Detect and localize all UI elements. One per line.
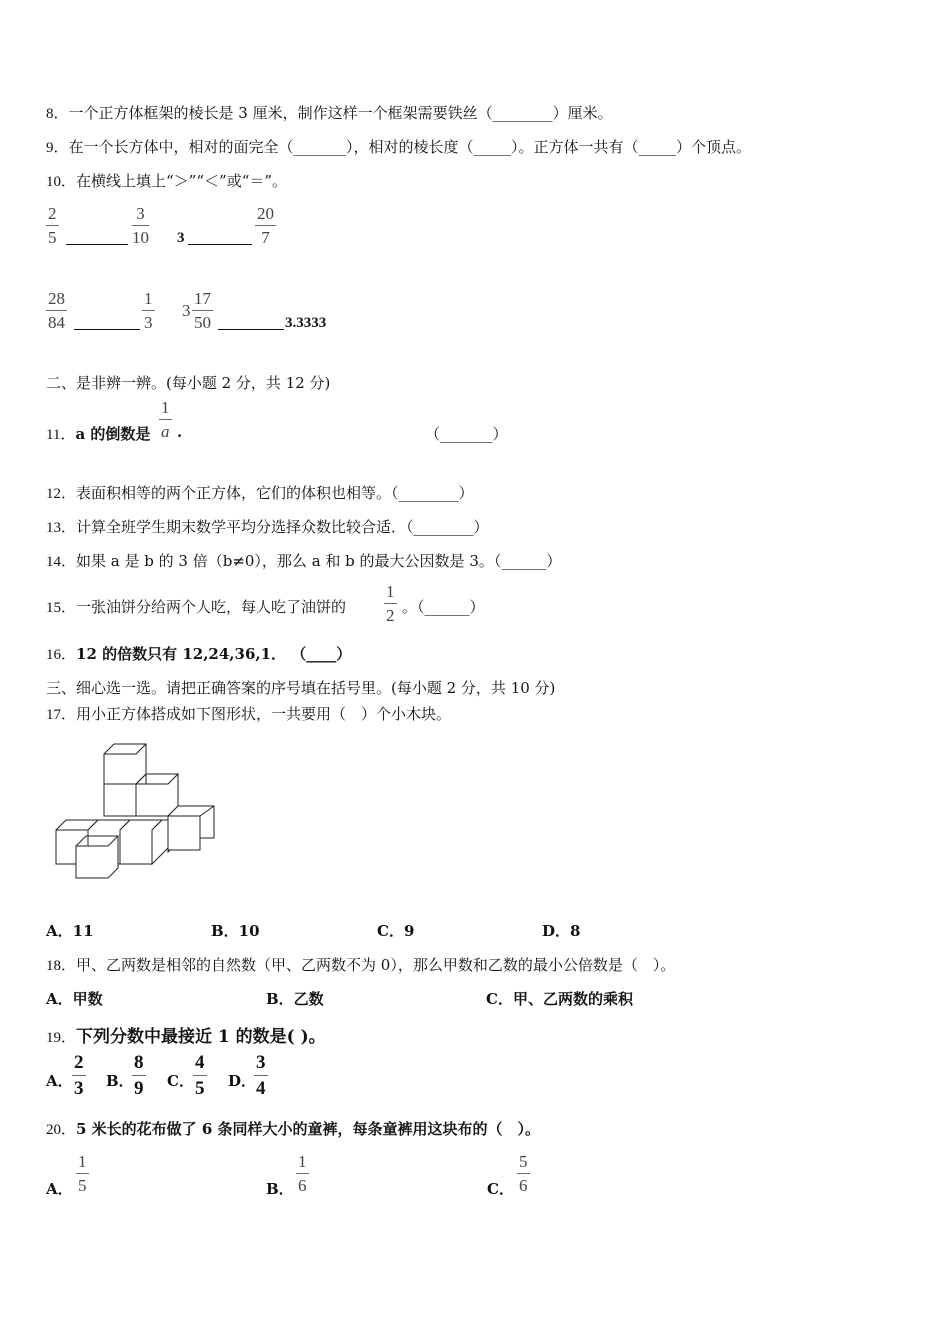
option-c-label[interactable]: C．: [167, 1072, 194, 1090]
option-d-label[interactable]: D．: [228, 1072, 257, 1090]
option-c[interactable]: C．9: [377, 922, 415, 940]
question-10: 10．在横线上填上“＞”“＜”或“＝”。: [46, 172, 288, 190]
option-a[interactable]: A．11: [46, 922, 94, 940]
answer-paren[interactable]: 。（______）: [402, 598, 485, 616]
period: .: [177, 423, 183, 441]
compare-blank[interactable]: [218, 328, 284, 330]
cube-stack-figure: [50, 740, 220, 885]
fraction: 28 84: [48, 289, 65, 332]
section-2-heading: 二、是非辨一辨。(每小题 2 分，共 12 分): [46, 374, 331, 392]
fraction: 4 5: [195, 1052, 205, 1099]
fraction: 8 9: [134, 1052, 144, 1099]
question-19: 19．下列分数中最接近 1 的数是( )。: [46, 1027, 326, 1047]
compare-blank[interactable]: [74, 328, 140, 330]
question-13: 13．计算全班学生期末数学平均分选择众数比较合适．（________）: [46, 518, 489, 536]
question-20: 20．5 米长的花布做了 6 条同样大小的童裤，每条童裤用这块布的（ ）。: [46, 1120, 541, 1138]
whole-number: 3: [177, 230, 185, 246]
option-c[interactable]: C．甲、乙两数的乘积: [486, 990, 633, 1008]
fraction: 1 6: [298, 1152, 307, 1195]
option-b-label[interactable]: B．: [106, 1072, 134, 1090]
question-14: 14．如果 a 是 b 的 3 倍（b≠0），那么 a 和 b 的最大公因数是 3。（______）: [46, 552, 562, 570]
question-12: 12．表面积相等的两个正方体，它们的体积也相等。（________）: [46, 484, 474, 502]
question-9: 9．在一个长方体中，相对的面完全（_______），相对的棱长度（_____）。正方体一共有（_____）个顶点。: [46, 138, 752, 156]
fraction: 1 5: [78, 1152, 87, 1195]
fraction: 20 7: [257, 204, 274, 247]
option-c-label[interactable]: C．: [487, 1180, 514, 1198]
question-17: 17．用小正方体搭成如下图形状，一共要用（ ）个小木块。: [46, 705, 452, 723]
fraction: 5 6: [519, 1152, 528, 1195]
question-18: 18．甲、乙两数是相邻的自然数（甲、乙两数不为 0），那么甲数和乙数的最小公倍数是（ ）。: [46, 956, 676, 974]
fraction: 1 3: [144, 289, 153, 332]
fraction: 17 50: [194, 289, 211, 332]
mixed-whole: 3: [182, 301, 191, 320]
option-b[interactable]: B．乙数: [266, 990, 324, 1008]
compare-blank[interactable]: [66, 243, 128, 245]
section-3-heading: 三、细心选一选。请把正确答案的序号填在括号里。(每小题 2 分，共 10 分): [46, 679, 556, 697]
question-15: 15．一张油饼分给两个人吃，每人吃了油饼的: [46, 598, 347, 616]
fraction: 3 4: [256, 1052, 266, 1099]
question-11: 11．a 的倒数是: [46, 425, 151, 443]
option-d[interactable]: D．8: [542, 922, 581, 940]
answer-paren[interactable]: （_______）: [425, 425, 508, 443]
option-b[interactable]: B．10: [211, 922, 260, 940]
option-a-label[interactable]: A．: [46, 1180, 73, 1198]
option-a[interactable]: A．甲数: [46, 990, 103, 1008]
question-16: 16．12 的倍数只有 12,24,36,1． （____）: [46, 645, 352, 663]
fraction: 2 5: [48, 204, 57, 247]
decimal-number: 3.3333: [285, 315, 327, 331]
option-a-label[interactable]: A．: [46, 1072, 73, 1090]
answer-blank[interactable]: ________: [492, 104, 553, 122]
compare-blank[interactable]: [188, 243, 252, 245]
fraction: 1 a: [161, 398, 170, 441]
option-b-label[interactable]: B．: [266, 1180, 294, 1198]
question-8: 8．一个正方体框架的棱长是 3 厘米，制作这样一个框架需要铁丝（________）厘米。: [46, 104, 613, 122]
fraction: 3 10: [132, 204, 149, 247]
fraction: 1 2: [386, 582, 395, 625]
fraction: 2 3: [74, 1052, 84, 1099]
